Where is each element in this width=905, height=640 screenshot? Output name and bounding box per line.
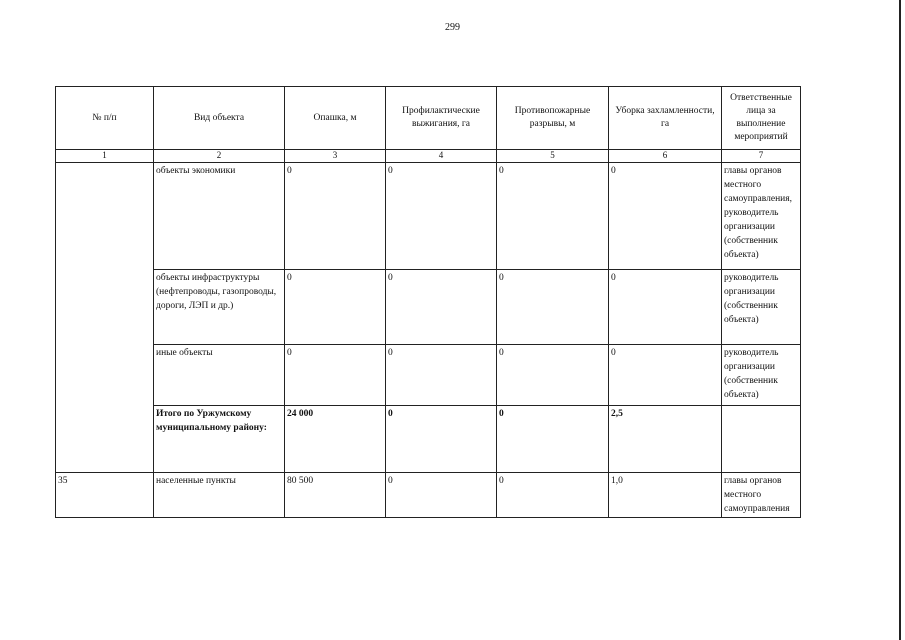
object-type-cell: иные объекты [154, 345, 285, 406]
table-row [56, 270, 801, 345]
object-type-cell: населенные пункты [154, 473, 285, 518]
burning-cell: 0 [386, 406, 497, 473]
responsible-cell: руководитель организации (собственник объекта) [722, 270, 801, 345]
cleanup-cell: 0 [609, 163, 722, 270]
column-number: 6 [609, 150, 722, 163]
header-plowing: Опашка, м [285, 87, 386, 150]
firebreaks-cell: 0 [497, 473, 609, 518]
row-number-cell [56, 163, 154, 473]
plowing-cell: 80 500 [285, 473, 386, 518]
firebreaks-cell: 0 [497, 406, 609, 473]
plowing-cell: 0 [285, 345, 386, 406]
responsible-cell [722, 406, 801, 473]
total-label-cell: Итого по Уржумскому муниципальному району: [154, 406, 285, 473]
header-burning: Профилактические выжигания, га [386, 87, 497, 150]
responsible-cell: главы органов местного самоуправления [722, 473, 801, 518]
column-number: 7 [722, 150, 801, 163]
firebreaks-cell: 0 [497, 163, 609, 270]
column-number: 5 [497, 150, 609, 163]
object-type-cell: объекты экономики [154, 163, 285, 270]
responsible-cell: руководитель организации (собственник объекта) [722, 345, 801, 406]
burning-cell: 0 [386, 345, 497, 406]
fire-prevention-table [55, 86, 801, 518]
header-object-type: Вид объекта [154, 87, 285, 150]
plowing-cell: 24 000 [285, 406, 386, 473]
column-number: 1 [56, 150, 154, 163]
plowing-cell: 0 [285, 163, 386, 270]
table-row [56, 163, 801, 270]
header-number: № п/п [56, 87, 154, 150]
column-number: 4 [386, 150, 497, 163]
object-type-cell: объекты инфраструктуры (нефтепроводы, газопроводы, дороги, ЛЭП и др.) [154, 270, 285, 345]
responsible-cell: главы органов местного самоуправления, руководитель организации (собственник объекта) [722, 163, 801, 270]
page-edge-line [899, 0, 901, 640]
burning-cell: 0 [386, 270, 497, 345]
plowing-cell: 0 [285, 270, 386, 345]
firebreaks-cell: 0 [497, 270, 609, 345]
table-row [56, 345, 801, 406]
header-responsible: Ответственные лица за выполнение мероприятий [722, 87, 801, 150]
header-cleanup: Уборка захламленности, га [609, 87, 722, 150]
burning-cell: 0 [386, 473, 497, 518]
row-number-cell: 35 [56, 473, 154, 518]
column-number: 2 [154, 150, 285, 163]
header-firebreaks: Противопожарные разрывы, м [497, 87, 609, 150]
cleanup-cell: 0 [609, 345, 722, 406]
cleanup-cell: 0 [609, 270, 722, 345]
column-number: 3 [285, 150, 386, 163]
table-row [56, 473, 801, 518]
burning-cell: 0 [386, 163, 497, 270]
total-row [56, 406, 801, 473]
cleanup-cell: 1,0 [609, 473, 722, 518]
header-row [56, 87, 801, 150]
cleanup-cell: 2,5 [609, 406, 722, 473]
firebreaks-cell: 0 [497, 345, 609, 406]
column-number-row [56, 150, 801, 163]
page-number: 299 [445, 22, 460, 33]
